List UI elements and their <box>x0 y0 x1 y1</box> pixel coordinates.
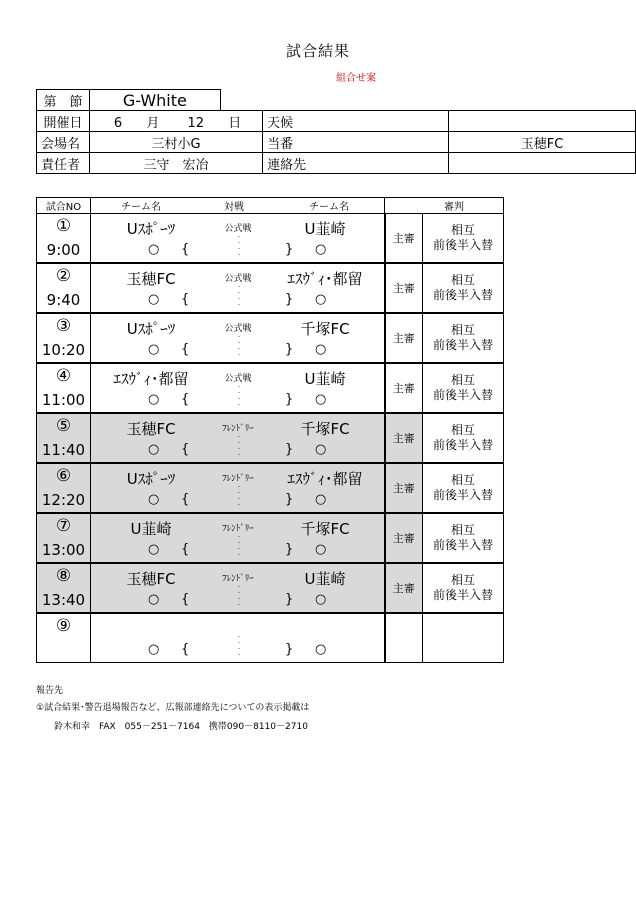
team1-name: Uｽﾎﾟｰﾂ <box>126 320 176 338</box>
referee-assignment-line: 前後半入替 <box>432 288 493 302</box>
match-time: 9:00 <box>46 241 81 259</box>
referee-assignment <box>423 363 504 413</box>
section-label: 第 節 <box>37 90 90 111</box>
host-value: 玉穂FC <box>449 132 636 153</box>
score-dots: · · · · <box>237 283 241 309</box>
referee-assignment-line: 前後半入替 <box>432 538 493 552</box>
match-number: ② <box>55 266 72 286</box>
referee-role: 主審 <box>385 363 423 413</box>
referee-role: 主審 <box>385 263 423 313</box>
referee-assignment <box>423 214 504 264</box>
referee-assignment-line: 前後半入替 <box>432 338 493 352</box>
referee-assignment-line: 前後半入替 <box>432 588 493 602</box>
match-no-cell <box>37 563 91 613</box>
match-number: ④ <box>55 366 72 386</box>
section-value: G-White <box>89 90 220 111</box>
date-day: 12 <box>187 115 205 131</box>
match-no-cell <box>37 463 91 513</box>
match-row <box>37 263 504 313</box>
referee-assignment <box>423 613 504 663</box>
match-number: ① <box>55 216 72 236</box>
score-sep-2: ○ <box>315 492 327 507</box>
match-time: 13:00 <box>41 541 86 559</box>
match-kind: ﾌﾚﾝﾄﾞﾘｰ <box>222 524 254 534</box>
referee-assignment-line: 前後半入替 <box>432 388 493 402</box>
report-line2: 鈴木和幸 FAX 055－251－7164 携帯090－8110－2710 <box>54 722 308 732</box>
day-unit: 日 <box>228 115 242 131</box>
team2-name: U韮崎 <box>304 370 346 388</box>
referee-assignment <box>423 513 504 563</box>
match-no-cell <box>37 513 91 563</box>
match-kind: 公式戦 <box>224 324 252 334</box>
score-sep-2: ○ <box>315 442 327 457</box>
score-sep-2: ○ <box>315 592 327 607</box>
match-teams-cell <box>91 313 385 363</box>
brace-open: { <box>181 592 190 607</box>
match-kind: 公式戦 <box>224 224 252 234</box>
score-sep-1: ○ <box>148 492 160 507</box>
match-number: ⑤ <box>55 416 72 436</box>
match-teams-cell <box>91 413 385 463</box>
brace-close: } <box>285 392 294 407</box>
weather-label: 天候 <box>263 111 449 132</box>
match-time: 10:20 <box>41 341 86 359</box>
date-value <box>89 111 262 132</box>
referee-assignment-line: 相互 <box>450 323 475 337</box>
date-month: 6 <box>113 115 123 131</box>
score-dots: · · · · <box>237 433 241 459</box>
venue-value: 三村小G <box>89 132 262 153</box>
header-kind: 対戦 <box>224 202 244 213</box>
match-kind: 公式戦 <box>224 374 252 384</box>
header-no: 試合NO <box>37 198 91 214</box>
referee-assignment-line: 相互 <box>450 423 475 437</box>
header-team2: チーム名 <box>309 202 349 213</box>
draft-note: 組合せ案 <box>336 73 376 84</box>
header-ref <box>385 198 504 214</box>
report-heading: 報告先 <box>36 686 64 696</box>
score-sep-2: ○ <box>315 392 327 407</box>
brace-close: } <box>285 642 294 657</box>
team2-name: 千塚FC <box>300 520 350 538</box>
score-dots: · · · · <box>237 533 241 559</box>
brace-open: { <box>181 492 190 507</box>
referee-assignment-line: 前後半入替 <box>432 438 493 452</box>
match-time: 9:40 <box>46 291 81 309</box>
manager-value: 三守 宏冶 <box>89 153 262 174</box>
brace-close: } <box>285 242 294 257</box>
match-teams-cell <box>91 563 385 613</box>
info-table <box>36 89 636 174</box>
team1-name: 玉穂FC <box>126 420 176 438</box>
referee-assignment-line: 相互 <box>450 273 475 287</box>
score-sep-1: ○ <box>148 342 160 357</box>
score-dots: · · · · <box>237 333 241 359</box>
contact-label: 連絡先 <box>263 153 449 174</box>
team1-name: U韮崎 <box>130 520 172 538</box>
match-teams-cell <box>91 214 385 264</box>
referee-assignment <box>423 563 504 613</box>
team1-name: Uｽﾎﾟｰﾂ <box>126 220 176 238</box>
score-sep-1: ○ <box>148 392 160 407</box>
team2-name: U韮崎 <box>304 570 346 588</box>
brace-open: { <box>181 292 190 307</box>
match-teams-cell <box>91 363 385 413</box>
match-teams-cell <box>91 263 385 313</box>
match-time: 11:00 <box>41 391 86 409</box>
referee-role: 主審 <box>385 413 423 463</box>
team2-name: 千塚FC <box>300 420 350 438</box>
score-dots: · · · · <box>237 383 241 409</box>
score-dots: · · · · <box>237 483 241 509</box>
referee-assignment-line: 相互 <box>450 373 475 387</box>
header-team1: チーム名 <box>121 202 161 213</box>
referee-assignment-line: 相互 <box>450 573 475 587</box>
brace-open: { <box>181 542 190 557</box>
score-sep-2: ○ <box>315 342 327 357</box>
match-row <box>37 313 504 363</box>
brace-open: { <box>181 642 190 657</box>
match-row <box>37 563 504 613</box>
match-row <box>37 363 504 413</box>
team1-name: 玉穂FC <box>126 570 176 588</box>
score-sep-1: ○ <box>148 242 160 257</box>
date-label: 開催日 <box>37 111 90 132</box>
match-number: ⑥ <box>55 466 72 486</box>
match-kind: ﾌﾚﾝﾄﾞﾘｰ <box>222 474 254 484</box>
match-number: ⑧ <box>55 566 72 586</box>
header-teams <box>91 198 385 214</box>
report-line1: ①試合結果･警告退場報告など、広報部連絡先についての表示掲載は <box>36 703 310 713</box>
venue-label: 会場名 <box>37 132 90 153</box>
brace-open: { <box>181 342 190 357</box>
score-sep-1: ○ <box>148 592 160 607</box>
match-row <box>37 513 504 563</box>
brace-open: { <box>181 242 190 257</box>
weather-value <box>449 111 636 132</box>
match-time: 12:20 <box>41 491 86 509</box>
referee-assignment-line: 前後半入替 <box>432 488 493 502</box>
team2-name: ｴｽｳﾞｨ･都留 <box>287 270 363 288</box>
match-number: ③ <box>55 316 72 336</box>
team2-name: 千塚FC <box>300 320 350 338</box>
brace-close: } <box>285 442 294 457</box>
brace-open: { <box>181 442 190 457</box>
referee-role: 主審 <box>385 563 423 613</box>
referee-role <box>385 613 423 663</box>
referee-assignment-line: 相互 <box>450 473 475 487</box>
match-no-cell <box>37 263 91 313</box>
match-table <box>36 197 504 663</box>
referee-role: 主審 <box>385 463 423 513</box>
contact-value <box>449 153 636 174</box>
referee-assignment <box>423 263 504 313</box>
score-sep-2: ○ <box>315 642 327 657</box>
page-title: 試合結果 <box>285 42 350 60</box>
match-no-cell <box>37 613 91 663</box>
referee-assignment-line: 相互 <box>450 223 475 237</box>
match-row <box>37 214 504 264</box>
match-no-cell <box>37 313 91 363</box>
referee-assignment-line: 前後半入替 <box>432 238 493 252</box>
match-teams-cell <box>91 463 385 513</box>
referee-assignment <box>423 313 504 363</box>
brace-open: { <box>181 392 190 407</box>
match-row <box>37 463 504 513</box>
match-row <box>37 613 504 663</box>
referee-assignment-line: 相互 <box>450 523 475 537</box>
referee-role: 主審 <box>385 214 423 264</box>
brace-close: } <box>285 492 294 507</box>
referee-role: 主審 <box>385 513 423 563</box>
match-no-cell <box>37 413 91 463</box>
referee-assignment <box>423 413 504 463</box>
month-unit: 月 <box>146 115 160 131</box>
match-kind: ﾌﾚﾝﾄﾞﾘｰ <box>222 424 254 434</box>
score-sep-1: ○ <box>148 442 160 457</box>
brace-close: } <box>285 342 294 357</box>
match-teams-cell <box>91 613 385 663</box>
score-sep-2: ○ <box>315 542 327 557</box>
referee-assignment <box>423 463 504 513</box>
score-dots: · · · · <box>237 633 241 659</box>
match-time: 11:40 <box>41 441 86 459</box>
header-ref-label: 審判 <box>444 202 464 213</box>
score-dots: · · · · <box>237 583 241 609</box>
match-no-cell <box>37 214 91 264</box>
match-no-cell <box>37 363 91 413</box>
score-sep-1: ○ <box>148 542 160 557</box>
team1-name: ｴｽｳﾞｨ･都留 <box>113 370 189 388</box>
score-sep-2: ○ <box>315 242 327 257</box>
team2-name: ｴｽｳﾞｨ･都留 <box>287 470 363 488</box>
brace-close: } <box>285 542 294 557</box>
score-sep-1: ○ <box>148 292 160 307</box>
brace-close: } <box>285 292 294 307</box>
score-dots: · · · · <box>237 233 241 259</box>
match-kind: ﾌﾚﾝﾄﾞﾘｰ <box>222 574 254 584</box>
team2-name: U韮崎 <box>304 220 346 238</box>
match-row <box>37 413 504 463</box>
manager-label: 責任者 <box>37 153 90 174</box>
team1-name: Uｽﾎﾟｰﾂ <box>126 470 176 488</box>
brace-close: } <box>285 592 294 607</box>
host-label: 当番 <box>263 132 449 153</box>
referee-role: 主審 <box>385 313 423 363</box>
score-sep-1: ○ <box>148 642 160 657</box>
match-number: ⑦ <box>55 516 72 536</box>
match-teams-cell <box>91 513 385 563</box>
team1-name: 玉穂FC <box>126 270 176 288</box>
match-time: 13:40 <box>41 591 86 609</box>
match-kind: 公式戦 <box>224 274 252 284</box>
score-sep-2: ○ <box>315 292 327 307</box>
match-number: ⑨ <box>55 616 72 636</box>
